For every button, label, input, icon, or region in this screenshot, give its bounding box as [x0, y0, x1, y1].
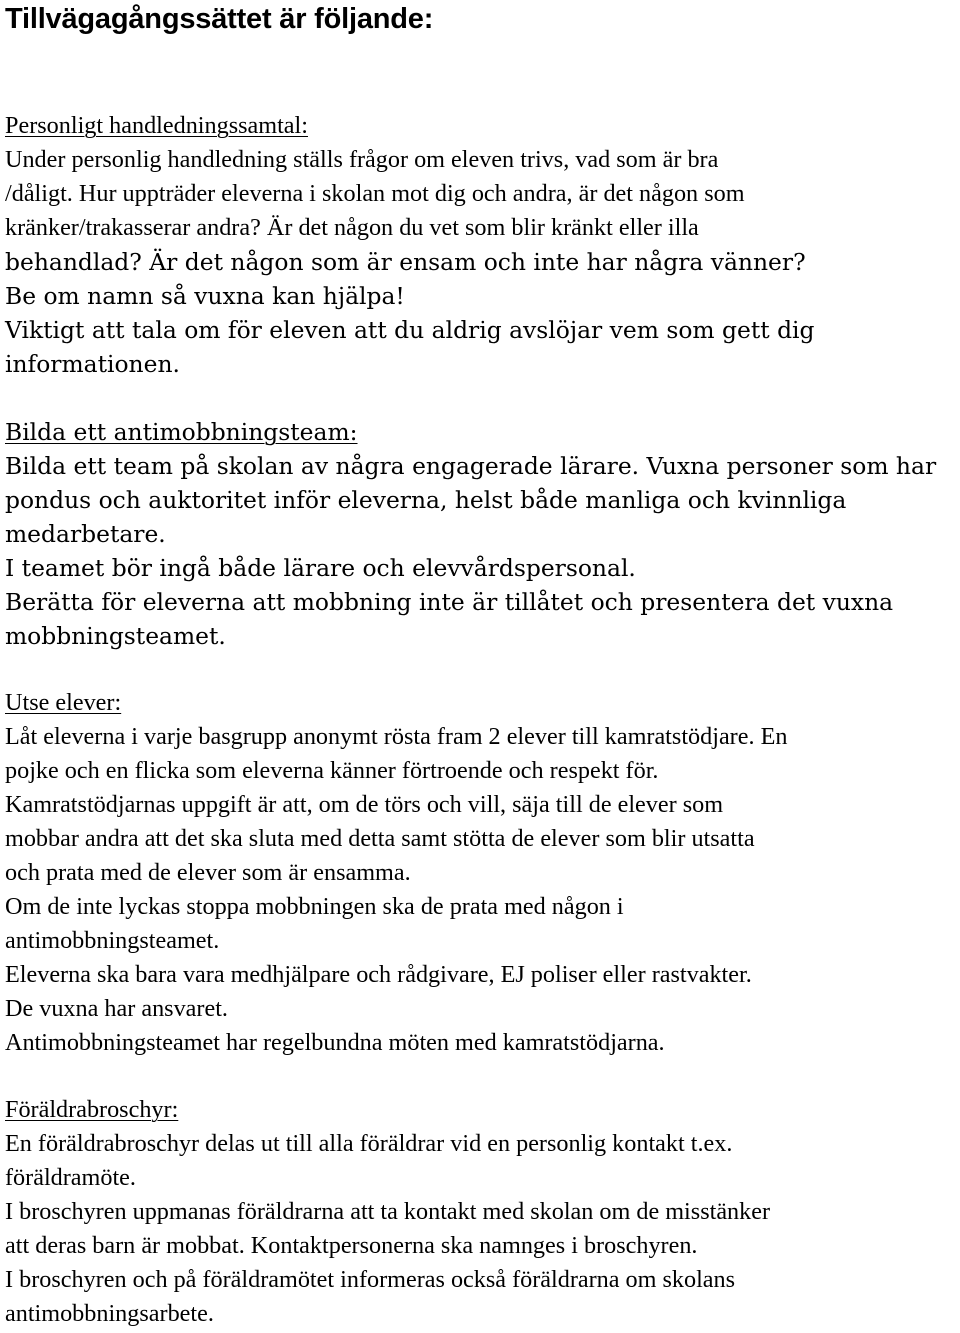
text-line: De vuxna har ansvaret. — [5, 995, 228, 1022]
text-line: I broschyren uppmanas föräldrarna att ta kontakt med skolan om de misstänker — [5, 1198, 771, 1225]
text-line: mobbningsteamet. — [5, 622, 226, 650]
text-line: kränker/trakasserar andra? Är det någon du vet som blir kränkt eller illa — [5, 214, 699, 241]
text-line: Under personlig handledning ställs frågor om eleven trivs, vad som är bra — [5, 146, 719, 173]
text-line: föräldramöte. — [5, 1164, 136, 1191]
text-line: antimobbningsteamet. — [5, 927, 220, 954]
text-line: antimobbningsarbete. — [5, 1300, 214, 1327]
text-line: Eleverna ska bara vara medhjälpare och rådgivare, EJ poliser eller rastvakter. — [5, 961, 752, 988]
section-heading: Bilda ett antimobbningsteam: — [5, 418, 358, 446]
text-line: pondus och auktoritet inför eleverna, helst både manliga och kvinnliga — [5, 486, 847, 514]
text-line: Berätta för eleverna att mobbning inte är tillåtet och presentera det vuxna — [5, 588, 894, 616]
section-foraldrabroschyr — [5, 1093, 960, 1331]
document-title: Tillvägagångssättet är följande: — [5, 3, 434, 35]
text-line: och prata med de elever som är ensamma. — [5, 859, 411, 886]
section-utse-elever — [5, 686, 960, 1060]
text-line: Kamratstödjarnas uppgift är att, om de törs och vill, säja till de elever som — [5, 791, 724, 818]
text-line: /dåligt. Hur uppträder eleverna i skolan mot dig och andra, är det någon som — [5, 180, 745, 207]
section-heading: Personligt handledningssamtal: — [5, 112, 308, 139]
text-line: I broschyren och på föräldramötet informeras också föräldrarna om skolans — [5, 1266, 736, 1293]
document-page — [5, 0, 960, 1327]
text-line: Om de inte lyckas stoppa mobbningen ska de prata med någon i — [5, 893, 624, 920]
text-line: En föräldrabroschyr delas ut till alla föräldrar vid en personlig kontakt t.ex. — [5, 1130, 733, 1157]
text-line: medarbetare. — [5, 520, 166, 548]
section-heading: Föräldrabroschyr: — [5, 1096, 179, 1123]
text-line: att deras barn är mobbat. Kontaktpersonerna ska namnges i broschyren. — [5, 1232, 698, 1259]
text-line: behandlad? Är det någon som är ensam och inte har några vänner? — [5, 248, 806, 276]
text-line: Viktigt att tala om för eleven att du aldrig avslöjar vem som gett dig — [5, 316, 815, 344]
text-line: pojke och en flicka som eleverna känner förtroende och respekt för. — [5, 757, 659, 784]
text-line: informationen. — [5, 350, 180, 378]
text-line: Bilda ett team på skolan av några engagerade lärare. Vuxna personer som har — [5, 452, 937, 480]
section-heading: Utse elever: — [5, 689, 122, 716]
text-line: mobbar andra att det ska sluta med detta samt stötta de elever som blir utsatta — [5, 825, 755, 852]
text-line: I teamet bör ingå både lärare och elevvårdspersonal. — [5, 554, 636, 582]
section-bilda-antimobbningsteam — [5, 415, 960, 653]
section-personligt-handledningssamtal — [5, 109, 960, 381]
text-line: Antimobbningsteamet har regelbundna möten med kamratstödjarna. — [5, 1029, 665, 1056]
text-line: Be om namn så vuxna kan hjälpa! — [5, 282, 405, 310]
text-line: Låt eleverna i varje basgrupp anonymt rösta fram 2 elever till kamratstödjare. En — [5, 723, 788, 750]
